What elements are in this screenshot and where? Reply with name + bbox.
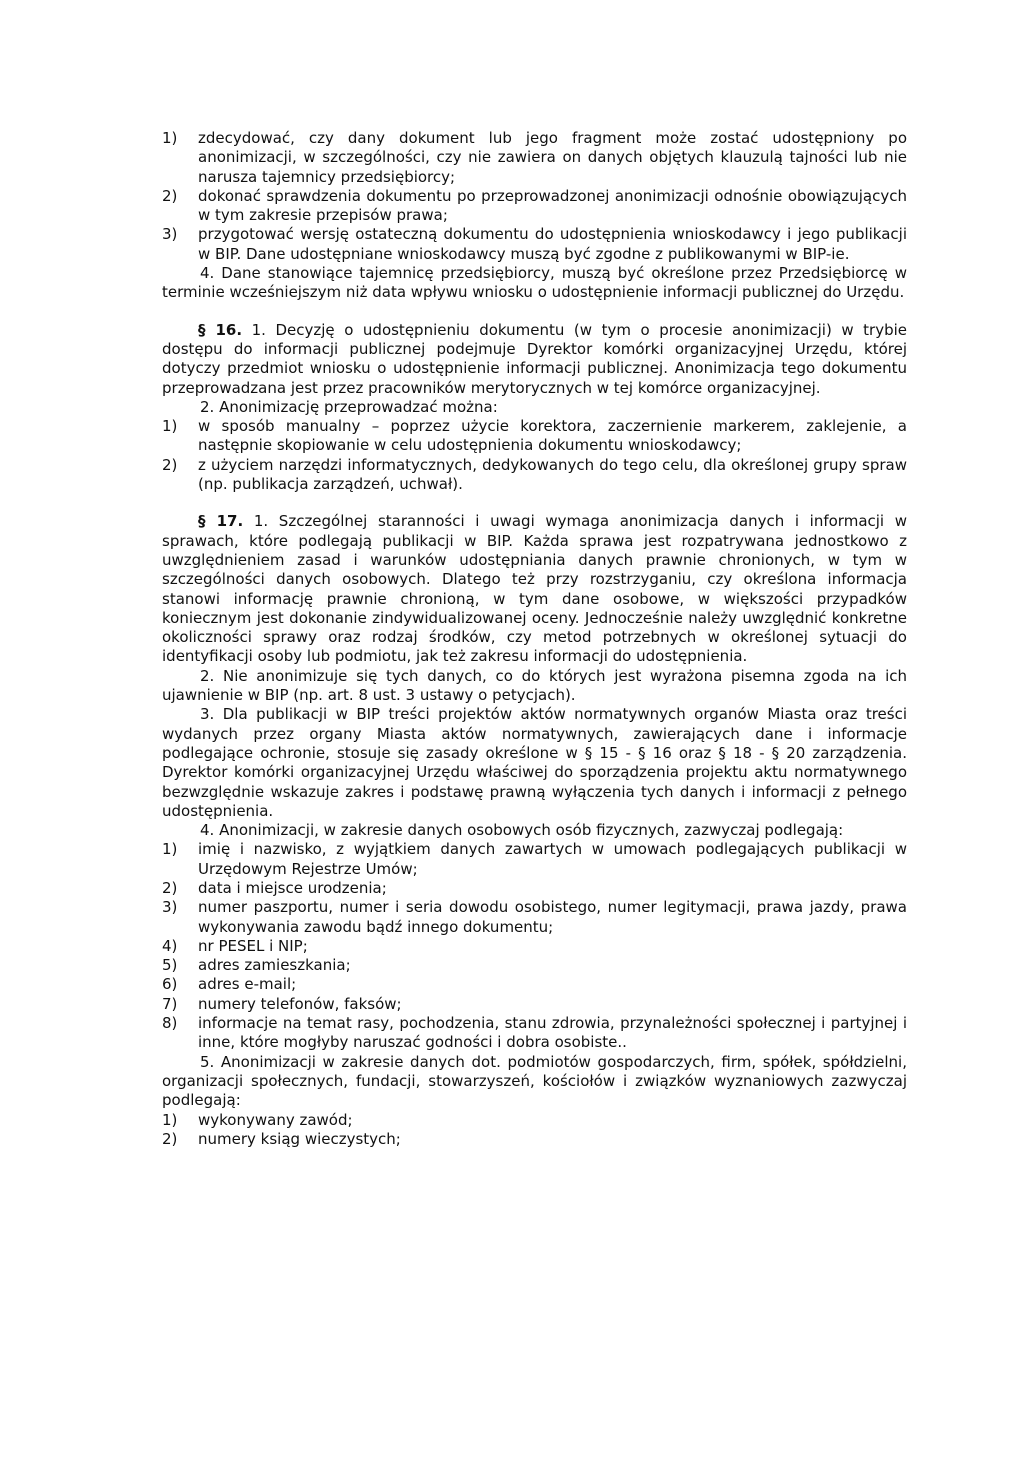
section-17-mark: § 17. [198, 512, 244, 531]
list-item [162, 879, 907, 898]
list-item-text: adres zamieszkania; [198, 956, 351, 975]
list-item [162, 898, 907, 937]
list-item-number: 1) [162, 129, 178, 147]
list-item [162, 975, 907, 994]
list-item-number: 1) [162, 840, 178, 859]
list-item-text: numery telefonów, faksów; [198, 994, 402, 1013]
section-17-paragraph-3: 3. Dla publikacji w BIP treści projektów aktów normatywnych organów Miasta oraz treści wydanych przez organy Miasta aktów normatywnych, zawierających dane i informacje podlegające ochronie, stosuje się zasady określone w § 15 - § 16 oraz § 18 - § 20 zarządzenia. Dyrektor komórki organizacyjnej Urzędu właściwej do sporządzenia projektu aktu normatywnego bezwzględnie wskazuje zakres i podstawę prawną wyłączenia tych danych i informacji z pełnego udostępnienia. [162, 705, 907, 820]
list-item [162, 1130, 907, 1149]
list-item-text: zdecydować, czy dany dokument lub jego fragment może zostać udostępniony po anonimizacji, w szczególności, czy nie zawiera on danych objętych klauzulą tajności lub nie narusza tajemnicy przedsiębiorcy; [198, 129, 907, 186]
list-item [162, 456, 907, 495]
list-item-number: 2) [162, 186, 178, 205]
list-item-number: 7) [162, 994, 178, 1013]
list-item [162, 995, 907, 1014]
list-item-text: data i miejsce urodzenia; [198, 878, 387, 897]
list-item [162, 937, 907, 956]
list-item-number: 4) [162, 936, 178, 955]
list-item-number: 1) [162, 417, 178, 436]
list-item-text: nr PESEL i NIP; [198, 936, 308, 955]
list-item [162, 129, 907, 187]
list-item-text: przygotować wersję ostateczną dokumentu do udostępnienia wnioskodawcy i jego publikacji w BIP. Dane udostępniane wnioskodawcy muszą być zgodne z publikowanymi w BIP-ie. [198, 225, 907, 263]
list-item-text: wykonywany zawód; [198, 1110, 353, 1129]
list-item-text: informacje na temat rasy, pochodzenia, stanu zdrowia, przynależności społecznej i partyjnej i inne, które mogłyby naruszać godności i dobra osobiste.. [198, 1014, 907, 1052]
personal-data-list [162, 840, 907, 1052]
list-item [162, 225, 907, 264]
section-17-p1-text: 1. Szczególnej staranności i uwagi wymaga anonimizacja danych i informacji w sprawach, które podlegają publikacji w BIP. Każda sprawa jest rozpatrywana jednostkowo z uwzględnieniem zasad i warunków udostępniania danych prawnie chronionych, w tym w szczególności danych osobowych. Dlatego też przy rozstrzyganiu, czy określona informacja stanowi informację prawnie chronioną, w tym dane osobowe, w większości przypadków koniecznym jest dokonanie zindywidualizowanej oceny. Jednocześnie należy uwzględnić konkretne okoliczności sprawy oraz rodzaj środków, czy metod potrzebnych w określonej sytuacji do identyfikacji osoby lub podmiotu, jak też zakresu informacji do udostępnienia. [162, 512, 908, 666]
list-item-number: 3) [162, 225, 178, 244]
list-item-text: z użyciem narzędzi informatycznych, dedykowanych do tego celu, dla określonej grupy spraw (np. publikacja zarządzeń, uchwał). [198, 455, 907, 494]
entity-data-list [162, 1111, 907, 1150]
list-item-text: dokonać sprawdzenia dokumentu po przeprowadzonej anonimizacji odnośnie obowiązujących w tym zakresie przepisów prawa; [198, 186, 907, 225]
list-item-number: 8) [162, 1014, 178, 1033]
list-item [162, 187, 907, 226]
list-item-number: 3) [162, 898, 178, 917]
section-16-mark: § 16. [198, 320, 243, 339]
list-item-text: imię i nazwisko, z wyjątkiem danych zawartych w umowach podlegających publikacji w Urzędowym Rejestrze Umów; [198, 840, 907, 878]
section-16-paragraph-1 [162, 321, 907, 398]
list-item-text: w sposób manualny – poprzez użycie korektora, zaczernienie markerem, zaklejenie, a następnie skopiowanie w celu udostępnienia dokumentu wnioskodawcy; [198, 417, 907, 455]
list-item-text: adres e-mail; [198, 975, 297, 994]
document-page [162, 129, 907, 1149]
section-16-paragraph-2: 2. Anonimizację przeprowadzać można: [200, 397, 498, 416]
section-16-p1-text: 1. Decyzję o udostępnieniu dokumentu (w tym o procesie anonimizacji) w trybie dostępu do informacji publicznej podejmuje Dyrektor komórki organizacyjnej Urzędu, której dotyczy przedmiot wniosku o udostępnienie informacji publicznej. Anonimizacja tego dokumentu przeprowadzana jest przez pracowników merytorycznych w tej komórce organizacyjnej. [162, 320, 907, 397]
list-item-text: numer paszportu, numer i seria dowodu osobistego, numer legitymacji, prawa jazdy, prawa wykonywania zawodu bądź innego dokumentu; [198, 898, 907, 936]
list-item [162, 1111, 907, 1130]
list-item-number: 2) [162, 1129, 178, 1148]
procedure-list [162, 129, 907, 264]
list-item-number: 5) [162, 956, 178, 975]
list-item [162, 956, 907, 975]
list-item [162, 1014, 907, 1053]
section-17-paragraph-4: 4. Anonimizacji, w zakresie danych osobowych osób fizycznych, zazwyczaj podlegają: [200, 821, 844, 840]
list-item [162, 840, 907, 879]
list-item-number: 2) [162, 878, 178, 897]
list-item-number: 1) [162, 1110, 178, 1129]
section-17-paragraph-5: 5. Anonimizacji w zakresie danych dot. podmiotów gospodarczych, firm, spółek, spółdzielni, organizacji społecznych, fundacji, stowarzyszeń, kościołów i związków wyznaniowych zazwyczaj podlegają: [162, 1052, 907, 1110]
section-17-paragraph-2: 2. Nie anonimizuje się tych danych, co do których jest wyrażona pisemna zgoda na ich ujawnienie w BIP (np. art. 8 ust. 3 ustawy o petycjach). [162, 666, 907, 705]
section-16-list [162, 417, 907, 494]
list-item-number: 2) [162, 455, 178, 474]
section-17-paragraph-1 [162, 512, 907, 666]
list-item-text: numery ksiąg wieczystych; [198, 1129, 401, 1148]
list-item [162, 417, 907, 456]
list-item-number: 6) [162, 975, 178, 994]
paragraph-4: 4. Dane stanowiące tajemnicę przedsiębiorcy, muszą być określone przez Przedsiębiorcę w terminie wcześniejszym niż data wpływu wniosku o udostępnienie informacji publicznej do Urzędu. [162, 264, 907, 302]
